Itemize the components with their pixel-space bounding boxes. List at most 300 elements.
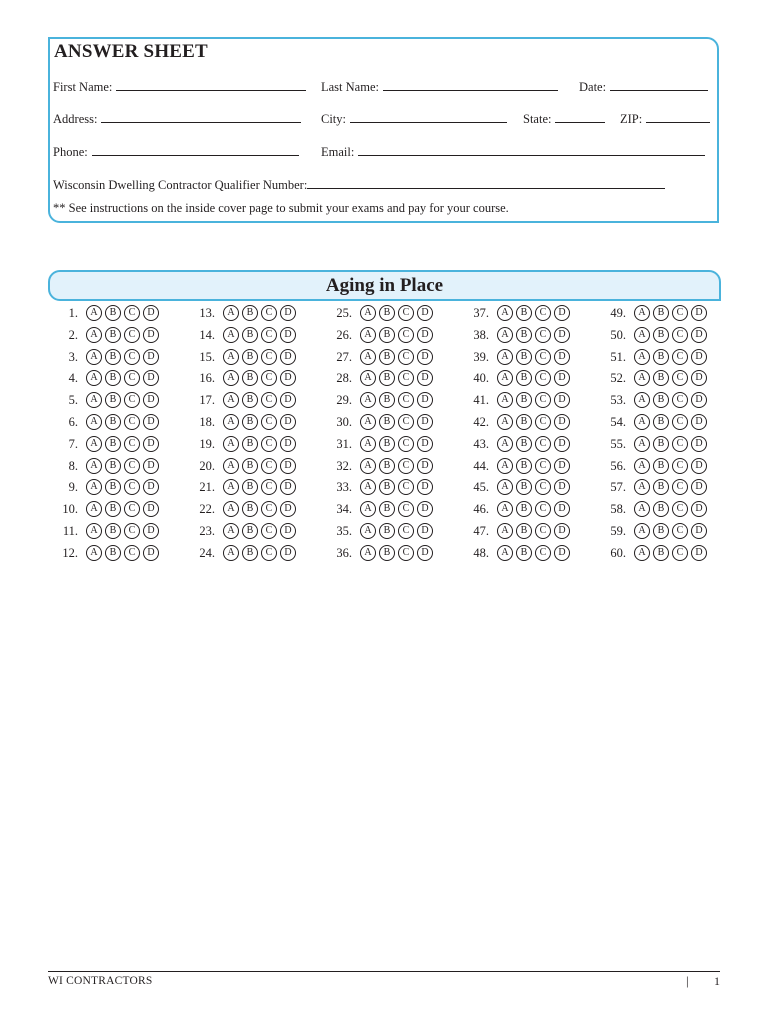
answer-bubble-c[interactable]: C [535, 436, 551, 452]
answer-options [634, 479, 707, 495]
answer-bubble-c[interactable]: C [398, 392, 414, 408]
answer-bubble-b[interactable]: B [242, 523, 258, 539]
answer-bubble-c[interactable]: C [124, 305, 140, 321]
answer-bubble-d[interactable]: D [691, 501, 707, 517]
last-name-field[interactable] [321, 79, 558, 95]
answer-bubble-d[interactable]: D [691, 392, 707, 408]
answer-bubble-d[interactable]: D [417, 501, 433, 517]
question-row [600, 522, 730, 544]
answer-bubble-a[interactable]: A [360, 479, 376, 495]
date-label: Date: [579, 80, 607, 94]
answer-options [634, 305, 707, 321]
footer-separator: | [686, 973, 689, 988]
answer-bubble-d[interactable]: D [143, 479, 159, 495]
answer-bubble-b[interactable]: B [653, 545, 669, 561]
answer-bubble-a[interactable]: A [86, 392, 102, 408]
answer-bubble-d[interactable]: D [280, 414, 296, 430]
date-line [610, 79, 708, 91]
answer-bubble-d[interactable]: D [280, 370, 296, 386]
question-row [189, 391, 319, 413]
answer-bubble-a[interactable]: A [634, 370, 650, 386]
answer-bubble-b[interactable]: B [653, 370, 669, 386]
answer-bubble-b[interactable]: B [516, 349, 532, 365]
answer-bubble-b[interactable]: B [516, 545, 532, 561]
answer-bubble-a[interactable]: A [86, 436, 102, 452]
answer-bubble-a[interactable]: A [223, 370, 239, 386]
answer-bubble-b[interactable]: B [379, 305, 395, 321]
answer-bubble-a[interactable]: A [497, 479, 513, 495]
answer-bubble-b[interactable]: B [242, 458, 258, 474]
answer-bubble-b[interactable]: B [379, 479, 395, 495]
question-row [52, 478, 182, 500]
answer-bubble-b[interactable]: B [105, 523, 121, 539]
question-number: 19. [199, 436, 215, 451]
answer-bubble-c[interactable]: C [261, 458, 277, 474]
answer-bubble-d[interactable]: D [280, 545, 296, 561]
answer-bubble-d[interactable]: D [280, 305, 296, 321]
answer-bubble-b[interactable]: B [653, 392, 669, 408]
question-row [52, 348, 182, 370]
question-number: 28. [336, 371, 352, 386]
answer-bubble-a[interactable]: A [360, 414, 376, 430]
answer-bubble-b[interactable]: B [105, 370, 121, 386]
answer-bubble-b[interactable]: B [653, 436, 669, 452]
answer-bubble-c[interactable]: C [535, 370, 551, 386]
zip-field[interactable] [620, 111, 710, 127]
question-number: 20. [199, 458, 215, 473]
answer-bubble-d[interactable]: D [143, 349, 159, 365]
answer-bubble-b[interactable]: B [516, 327, 532, 343]
answer-bubble-d[interactable]: D [554, 501, 570, 517]
answer-options [223, 327, 296, 343]
answer-bubble-d[interactable]: D [280, 458, 296, 474]
answer-options [86, 327, 159, 343]
answer-bubble-d[interactable]: D [691, 436, 707, 452]
state-label: State: [523, 112, 552, 126]
answer-bubble-b[interactable]: B [242, 479, 258, 495]
answer-bubble-c[interactable]: C [398, 414, 414, 430]
answer-options [86, 436, 159, 452]
answer-bubble-a[interactable]: A [497, 523, 513, 539]
answer-bubble-d[interactable]: D [554, 479, 570, 495]
question-row [326, 478, 456, 500]
answer-bubble-b[interactable]: B [105, 349, 121, 365]
answer-bubble-c[interactable]: C [398, 545, 414, 561]
question-row [52, 435, 182, 457]
answer-bubble-a[interactable]: A [497, 545, 513, 561]
answer-bubble-d[interactable]: D [554, 392, 570, 408]
answer-bubble-b[interactable]: B [242, 501, 258, 517]
answer-bubble-a[interactable]: A [634, 349, 650, 365]
answer-bubble-a[interactable]: A [86, 349, 102, 365]
answer-bubble-c[interactable]: C [672, 392, 688, 408]
answer-bubble-a[interactable]: A [497, 305, 513, 321]
answer-bubble-d[interactable]: D [143, 414, 159, 430]
question-number: 34. [336, 502, 352, 517]
question-row [189, 304, 319, 326]
answer-bubble-a[interactable]: A [223, 458, 239, 474]
answer-bubble-d[interactable]: D [280, 523, 296, 539]
question-row [189, 500, 319, 522]
answer-bubble-c[interactable]: C [535, 523, 551, 539]
answer-bubble-a[interactable]: A [360, 545, 376, 561]
answer-options [634, 458, 707, 474]
answer-bubble-a[interactable]: A [360, 370, 376, 386]
answer-bubble-b[interactable]: B [242, 545, 258, 561]
answer-bubble-b[interactable]: B [105, 327, 121, 343]
answer-bubble-b[interactable]: B [105, 305, 121, 321]
answer-bubble-a[interactable]: A [497, 392, 513, 408]
answer-bubble-c[interactable]: C [672, 545, 688, 561]
answer-bubble-d[interactable]: D [691, 523, 707, 539]
answer-bubble-a[interactable]: A [223, 436, 239, 452]
answer-bubble-d[interactable]: D [417, 392, 433, 408]
state-field[interactable] [523, 111, 605, 127]
answer-bubble-d[interactable]: D [417, 327, 433, 343]
answer-bubble-b[interactable]: B [516, 523, 532, 539]
answer-bubble-d[interactable]: D [280, 349, 296, 365]
answer-bubble-c[interactable]: C [398, 305, 414, 321]
answer-bubble-a[interactable]: A [86, 414, 102, 430]
answer-bubble-b[interactable]: B [653, 349, 669, 365]
answer-bubble-d[interactable]: D [417, 414, 433, 430]
answer-bubble-b[interactable]: B [105, 436, 121, 452]
answer-bubble-c[interactable]: C [261, 501, 277, 517]
answer-bubble-c[interactable]: C [398, 327, 414, 343]
answer-bubble-a[interactable]: A [497, 458, 513, 474]
answer-bubble-a[interactable]: A [86, 501, 102, 517]
answer-options [634, 392, 707, 408]
answer-bubble-d[interactable]: D [143, 436, 159, 452]
answer-bubble-d[interactable]: D [554, 349, 570, 365]
answer-bubble-c[interactable]: C [124, 349, 140, 365]
answer-bubble-b[interactable]: B [653, 479, 669, 495]
answer-bubble-b[interactable]: B [242, 327, 258, 343]
answer-bubble-a[interactable]: A [634, 305, 650, 321]
answer-options [497, 305, 570, 321]
answer-bubble-c[interactable]: C [261, 370, 277, 386]
question-number: 30. [336, 415, 352, 429]
answer-bubble-b[interactable]: B [242, 349, 258, 365]
answer-bubble-d[interactable]: D [417, 370, 433, 386]
answer-bubble-c[interactable]: C [535, 414, 551, 430]
answer-options [223, 436, 296, 452]
answer-bubble-b[interactable]: B [105, 392, 121, 408]
email-field[interactable] [321, 144, 705, 160]
answer-bubble-d[interactable]: D [417, 436, 433, 452]
answer-bubble-d[interactable]: D [554, 305, 570, 321]
answer-bubble-c[interactable]: C [261, 392, 277, 408]
answer-bubble-a[interactable]: A [497, 349, 513, 365]
footer-publisher: WI CONTRACTORS [48, 975, 153, 987]
answer-bubble-a[interactable]: A [86, 370, 102, 386]
answer-bubble-a[interactable]: A [634, 327, 650, 343]
answer-bubble-c[interactable]: C [672, 479, 688, 495]
answer-bubble-b[interactable]: B [379, 501, 395, 517]
answer-bubble-d[interactable]: D [143, 327, 159, 343]
answer-bubble-c[interactable]: C [398, 523, 414, 539]
address-field[interactable] [53, 111, 301, 127]
answer-bubble-a[interactable]: A [223, 392, 239, 408]
answer-bubble-d[interactable]: D [417, 305, 433, 321]
answer-bubble-b[interactable]: B [516, 436, 532, 452]
question-row [189, 544, 319, 566]
answer-bubble-a[interactable]: A [497, 436, 513, 452]
answer-bubble-d[interactable]: D [691, 327, 707, 343]
question-row [463, 544, 593, 566]
answer-bubble-b[interactable]: B [379, 545, 395, 561]
answer-bubble-c[interactable]: C [672, 327, 688, 343]
answer-bubble-d[interactable]: D [554, 414, 570, 430]
answer-bubble-d[interactable]: D [554, 523, 570, 539]
answer-bubble-b[interactable]: B [242, 370, 258, 386]
question-number: 55. [610, 436, 626, 451]
answer-bubble-a[interactable]: A [634, 523, 650, 539]
answer-bubble-a[interactable]: A [634, 458, 650, 474]
answer-bubble-d[interactable]: D [691, 305, 707, 321]
answer-bubble-b[interactable]: B [242, 305, 258, 321]
answer-bubble-c[interactable]: C [535, 501, 551, 517]
question-row [52, 326, 182, 348]
answer-bubble-c[interactable]: C [261, 523, 277, 539]
answer-bubble-b[interactable]: B [516, 305, 532, 321]
city-line [350, 111, 507, 123]
answer-bubble-b[interactable]: B [653, 458, 669, 474]
answer-bubble-a[interactable]: A [360, 349, 376, 365]
answer-bubble-b[interactable]: B [105, 458, 121, 474]
answer-bubble-d[interactable]: D [554, 458, 570, 474]
date-field[interactable] [579, 79, 708, 95]
answer-bubble-c[interactable]: C [124, 392, 140, 408]
answer-bubble-c[interactable]: C [124, 501, 140, 517]
answer-bubble-c[interactable]: C [124, 370, 140, 386]
answer-bubble-c[interactable]: C [398, 436, 414, 452]
answer-bubble-c[interactable]: C [535, 392, 551, 408]
answer-bubble-a[interactable]: A [223, 414, 239, 430]
answer-bubble-d[interactable]: D [143, 545, 159, 561]
question-row [600, 500, 730, 522]
question-number: 16. [199, 371, 215, 386]
answer-bubble-d[interactable]: D [417, 349, 433, 365]
answer-bubble-b[interactable]: B [379, 349, 395, 365]
answer-bubble-b[interactable]: B [379, 392, 395, 408]
answer-bubble-a[interactable]: A [634, 545, 650, 561]
answer-bubble-d[interactable]: D [691, 545, 707, 561]
answer-bubble-c[interactable]: C [398, 479, 414, 495]
question-row [326, 500, 456, 522]
answer-bubble-a[interactable]: A [497, 370, 513, 386]
answer-bubble-a[interactable]: A [223, 349, 239, 365]
phone-field[interactable] [53, 144, 299, 160]
answer-bubble-c[interactable]: C [672, 458, 688, 474]
answer-bubble-b[interactable]: B [379, 327, 395, 343]
answer-bubble-a[interactable]: A [86, 327, 102, 343]
answer-bubble-d[interactable]: D [143, 370, 159, 386]
answer-bubble-c[interactable]: C [535, 305, 551, 321]
answer-bubble-a[interactable]: A [86, 305, 102, 321]
answer-bubble-c[interactable]: C [535, 458, 551, 474]
answer-bubble-a[interactable]: A [360, 392, 376, 408]
answer-bubble-a[interactable]: A [360, 523, 376, 539]
answer-bubble-d[interactable]: D [143, 305, 159, 321]
answer-bubble-c[interactable]: C [398, 501, 414, 517]
answer-bubble-c[interactable]: C [261, 327, 277, 343]
answer-bubble-c[interactable]: C [672, 436, 688, 452]
answer-bubble-d[interactable]: D [417, 479, 433, 495]
answer-bubble-a[interactable]: A [223, 501, 239, 517]
answer-bubble-d[interactable]: D [417, 458, 433, 474]
answer-bubble-b[interactable]: B [653, 501, 669, 517]
answer-bubble-a[interactable]: A [223, 305, 239, 321]
answer-bubble-d[interactable]: D [554, 327, 570, 343]
first-name-field[interactable] [53, 79, 306, 95]
answer-bubble-d[interactable]: D [691, 479, 707, 495]
answer-bubble-d[interactable]: D [143, 392, 159, 408]
answer-bubble-c[interactable]: C [672, 501, 688, 517]
answer-bubble-b[interactable]: B [516, 392, 532, 408]
answer-bubble-c[interactable]: C [672, 523, 688, 539]
answer-bubble-c[interactable]: C [124, 327, 140, 343]
answer-bubble-a[interactable]: A [497, 501, 513, 517]
answer-bubble-d[interactable]: D [691, 458, 707, 474]
answer-bubble-a[interactable]: A [360, 501, 376, 517]
answer-bubble-b[interactable]: B [242, 414, 258, 430]
answer-options [634, 436, 707, 452]
answer-bubble-c[interactable]: C [672, 370, 688, 386]
answer-bubble-a[interactable]: A [360, 436, 376, 452]
answer-bubble-a[interactable]: A [86, 523, 102, 539]
answer-bubble-d[interactable]: D [691, 349, 707, 365]
answer-bubble-c[interactable]: C [398, 349, 414, 365]
answer-bubble-d[interactable]: D [691, 370, 707, 386]
answer-bubble-b[interactable]: B [105, 501, 121, 517]
answer-bubble-a[interactable]: A [86, 458, 102, 474]
question-number: 43. [473, 436, 489, 451]
answer-bubble-c[interactable]: C [261, 305, 277, 321]
answer-bubble-b[interactable]: B [242, 392, 258, 408]
answer-bubble-b[interactable]: B [379, 523, 395, 539]
answer-bubble-a[interactable]: A [360, 305, 376, 321]
answer-bubble-d[interactable]: D [280, 392, 296, 408]
answer-options [86, 501, 159, 517]
answer-bubble-a[interactable]: A [223, 523, 239, 539]
answer-bubble-c[interactable]: C [672, 305, 688, 321]
answer-bubble-a[interactable]: A [86, 545, 102, 561]
answer-bubble-c[interactable]: C [398, 458, 414, 474]
answer-bubble-c[interactable]: C [261, 349, 277, 365]
answer-bubble-a[interactable]: A [223, 545, 239, 561]
answer-bubble-d[interactable]: D [143, 501, 159, 517]
answer-bubble-b[interactable]: B [105, 414, 121, 430]
answer-bubble-a[interactable]: A [634, 392, 650, 408]
question-row [463, 413, 593, 435]
answer-options [86, 545, 159, 561]
question-number: 22. [199, 502, 215, 517]
answer-bubble-d[interactable]: D [143, 458, 159, 474]
answer-bubble-c[interactable]: C [261, 479, 277, 495]
answer-bubble-c[interactable]: C [124, 545, 140, 561]
answer-bubble-a[interactable]: A [497, 327, 513, 343]
answer-bubble-d[interactable]: D [280, 327, 296, 343]
answer-bubble-a[interactable]: A [497, 414, 513, 430]
city-field[interactable] [321, 111, 507, 127]
question-number: 1. [68, 306, 78, 320]
answer-bubble-b[interactable]: B [379, 414, 395, 430]
answer-bubble-d[interactable]: D [280, 479, 296, 495]
answer-bubble-c[interactable]: C [124, 436, 140, 452]
answer-bubble-b[interactable]: B [653, 305, 669, 321]
answer-bubble-b[interactable]: B [379, 436, 395, 452]
answer-bubble-c[interactable]: C [535, 545, 551, 561]
answer-bubble-d[interactable]: D [280, 501, 296, 517]
answer-bubble-c[interactable]: C [124, 458, 140, 474]
answer-bubble-b[interactable]: B [653, 414, 669, 430]
question-row [52, 500, 182, 522]
answer-bubble-b[interactable]: B [105, 545, 121, 561]
answer-options [360, 414, 433, 430]
answer-bubble-c[interactable]: C [261, 436, 277, 452]
answer-bubble-b[interactable]: B [379, 458, 395, 474]
answer-bubble-c[interactable]: C [398, 370, 414, 386]
answer-bubble-b[interactable]: B [516, 479, 532, 495]
answer-bubble-b[interactable]: B [105, 479, 121, 495]
answer-bubble-d[interactable]: D [280, 436, 296, 452]
answer-bubble-d[interactable]: D [417, 523, 433, 539]
question-row [600, 326, 730, 348]
qualifier-number-field[interactable] [53, 177, 665, 193]
answer-bubble-a[interactable]: A [634, 436, 650, 452]
answer-bubble-a[interactable]: A [360, 458, 376, 474]
answer-bubble-b[interactable]: B [516, 370, 532, 386]
answer-bubble-a[interactable]: A [223, 479, 239, 495]
answer-bubble-c[interactable]: C [535, 327, 551, 343]
answer-bubble-c[interactable]: C [535, 479, 551, 495]
answer-bubble-c[interactable]: C [672, 349, 688, 365]
answer-bubble-d[interactable]: D [691, 414, 707, 430]
answer-bubble-a[interactable]: A [223, 327, 239, 343]
answer-bubble-b[interactable]: B [516, 414, 532, 430]
question-number: 2. [68, 327, 78, 342]
answer-bubble-d[interactable]: D [417, 545, 433, 561]
answer-bubble-b[interactable]: B [242, 436, 258, 452]
answer-bubble-c[interactable]: C [672, 414, 688, 430]
answer-bubble-a[interactable]: A [634, 479, 650, 495]
answer-bubble-d[interactable]: D [554, 370, 570, 386]
answer-bubble-b[interactable]: B [516, 458, 532, 474]
answer-bubble-a[interactable]: A [634, 501, 650, 517]
answer-bubble-d[interactable]: D [554, 545, 570, 561]
answer-bubble-c[interactable]: C [261, 414, 277, 430]
answer-bubble-b[interactable]: B [516, 501, 532, 517]
answer-bubble-d[interactable]: D [143, 523, 159, 539]
answer-options [86, 458, 159, 474]
answer-bubble-a[interactable]: A [86, 479, 102, 495]
answer-bubble-a[interactable]: A [634, 414, 650, 430]
answer-bubble-b[interactable]: B [653, 327, 669, 343]
answer-bubble-c[interactable]: C [124, 479, 140, 495]
answer-bubble-b[interactable]: B [379, 370, 395, 386]
question-number: 17. [199, 393, 215, 408]
answer-bubble-c[interactable]: C [261, 545, 277, 561]
answer-bubble-c[interactable]: C [124, 414, 140, 430]
answer-bubble-d[interactable]: D [554, 436, 570, 452]
answer-bubble-b[interactable]: B [653, 523, 669, 539]
answer-bubble-c[interactable]: C [124, 523, 140, 539]
answer-bubble-a[interactable]: A [360, 327, 376, 343]
answer-options [497, 414, 570, 430]
question-number: 46. [473, 502, 489, 517]
answer-bubble-c[interactable]: C [535, 349, 551, 365]
